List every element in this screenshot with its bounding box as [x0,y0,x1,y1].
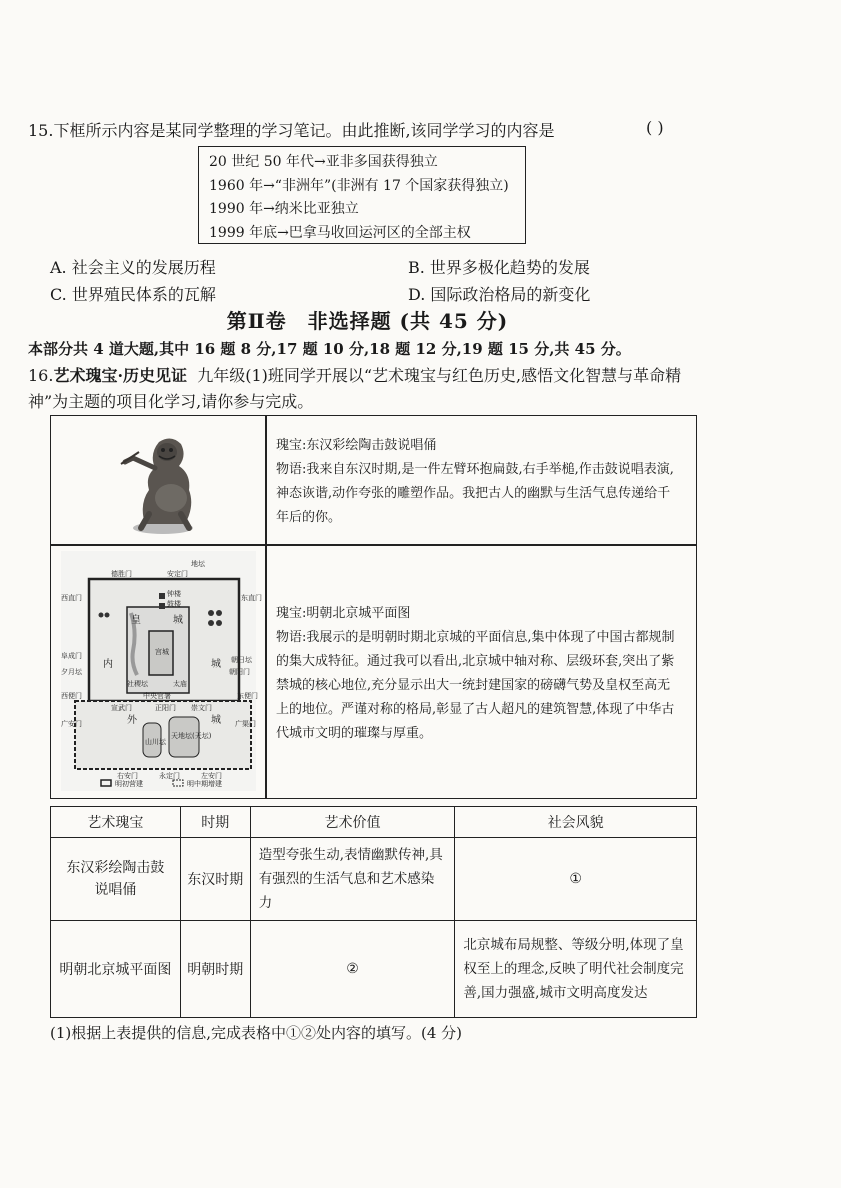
answer-bracket: ( ) [646,118,664,137]
map-label: 朝日坛 [231,656,252,664]
table-cell: 明朝时期 [180,921,250,1018]
question-15-stem: 15.下框所示内容是某同学整理的学习笔记。由此推断,该同学学习的内容是 [28,121,555,140]
map-label: 太庙 [173,680,187,688]
map-label: 崇文门 [191,704,212,712]
table-header: 艺术价值 [250,807,455,838]
table-header: 社会风貌 [455,807,697,838]
map-label: 正阳门 [155,704,176,712]
treasure1-name: 瑰宝:东汉彩绘陶击鼓说唱俑 [276,438,437,453]
map-label: 鼓楼 [167,600,181,608]
table-row [51,838,697,921]
option-c: C. 世界殖民体系的瓦解 [50,285,216,304]
question-16-intro [28,363,708,415]
map-label: 西便门 [61,692,82,700]
map-label: 外 [127,715,137,726]
question-text: 九年级(1)班同学开展以“艺术瑰宝与红色历史,感悟文化智慧与革命精神”为主题的项目化学习,请你参与完成。 [28,366,682,411]
map-label: 德胜门 [111,570,132,578]
section-description: 本部分共 4 道大题,其中 16 题 8 分,17 题 10 分,18 题 12 分,19 题 15 分,共 45 分。 [28,340,631,358]
question-number: 16. [28,366,54,385]
map-legend-label: 明中期增建 [187,780,222,788]
note-line: 20 世纪 50 年代→亚非多国获得独立 [209,154,438,170]
section-title: 第Ⅱ卷 非选择题 (共 45 分) [226,309,509,333]
map-label: 钟楼 [167,590,181,598]
map-label: 城 [211,659,221,670]
treasure1-text [276,434,681,530]
study-notes-box [198,146,526,244]
ming-beijing-map [61,551,262,791]
map-label: 内 [103,659,113,670]
map-label: 东直门 [241,594,262,602]
art-treasure-table [50,806,697,1018]
map-label: 社稷坛 [127,680,148,688]
map-label: 东便门 [237,692,258,700]
note-line: 1960 年→“非洲年”(非洲有 17 个国家获得独立) [209,177,509,194]
map-label: 天地坛(天坛) [171,732,212,740]
map-label: 宫城 [155,648,169,656]
table-cell: 造型夸张生动,表情幽默传神,具有强烈的生活气息和艺术感染力 [250,838,455,921]
map-label: 广渠门 [235,720,256,728]
map-label: 城 [173,615,183,626]
table-cell: 东汉时期 [180,838,250,921]
treasure2-name: 瑰宝:明朝北京城平面图 [276,606,411,621]
map-label: 西直门 [61,594,82,602]
map-label: 安定门 [167,570,188,578]
table-header: 时期 [180,807,250,838]
map-label: 山川坛 [145,738,166,746]
map-label: 宣武门 [111,704,132,712]
table-header: 艺术瑰宝 [51,807,181,838]
treasure2-text [276,602,681,746]
treasure-table [50,415,697,799]
subquestion-1: (1)根据上表提供的信息,完成表格中①②处内容的填写。(4 分) [50,1024,463,1042]
drummer-figurine-image [115,424,211,536]
question-title: 艺术瑰宝·历史见证 [53,366,188,385]
option-a: A. 社会主义的发展历程 [50,258,216,277]
table-cell: 北京城布局规整、等级分明,体现了皇权至上的理念,反映了明代社会制度完善,国力强盛,城市文明高度发达 [455,921,697,1018]
map-label: 广安门 [61,720,82,728]
map-label: 夕月坛 [61,668,82,676]
blank-2: ② [250,921,455,1018]
table-cell: 东汉彩绘陶击鼓说唱俑 [51,838,181,921]
map-label: 中央官署 [143,692,171,700]
map-legend-label: 明初营建 [115,780,143,788]
map-label: 皇 [131,615,141,626]
option-d: D. 国际政治格局的新变化 [408,285,591,304]
table-cell: 明朝北京城平面图 [51,921,181,1018]
map-label: 阜成门 [61,652,82,660]
treasure1-speech: 物语:我来自东汉时期,是一件左臂环抱扁鼓,右手举槌,作击鼓说唱表演,神态诙谐,动作夸张的雕塑作品。我把古人的幽默与生活气息传递给千年后的你。 [276,462,674,525]
treasure2-speech: 物语:我展示的是明朝时期北京城的平面信息,集中体现了中国古都规制的集大成特征。通过我可以看出,北京城中轴对称、层级环套,突出了紫禁城的核心地位,充分显示出大一统封建国家的磅礴气势及皇权至高无上的地位。严谨对称的格局,彰显了古人超凡的建筑智慧,体现了中华古代城市文明的璀璨与厚重。 [276,630,675,741]
map-label: 朝阳门 [229,668,250,676]
map-label: 左安门 [201,772,222,780]
map-label: 永定门 [159,772,180,780]
map-label: 地坛 [191,560,205,568]
option-b: B. 世界多极化趋势的发展 [408,258,590,277]
table-row [51,921,697,1018]
map-label: 城 [211,715,221,726]
blank-1: ① [455,838,697,921]
map-label: 右安门 [117,772,138,780]
note-line: 1999 年底→巴拿马收回运河区的全部主权 [209,224,471,241]
note-line: 1990 年→纳米比亚独立 [209,201,359,217]
table-header-row [51,807,697,838]
